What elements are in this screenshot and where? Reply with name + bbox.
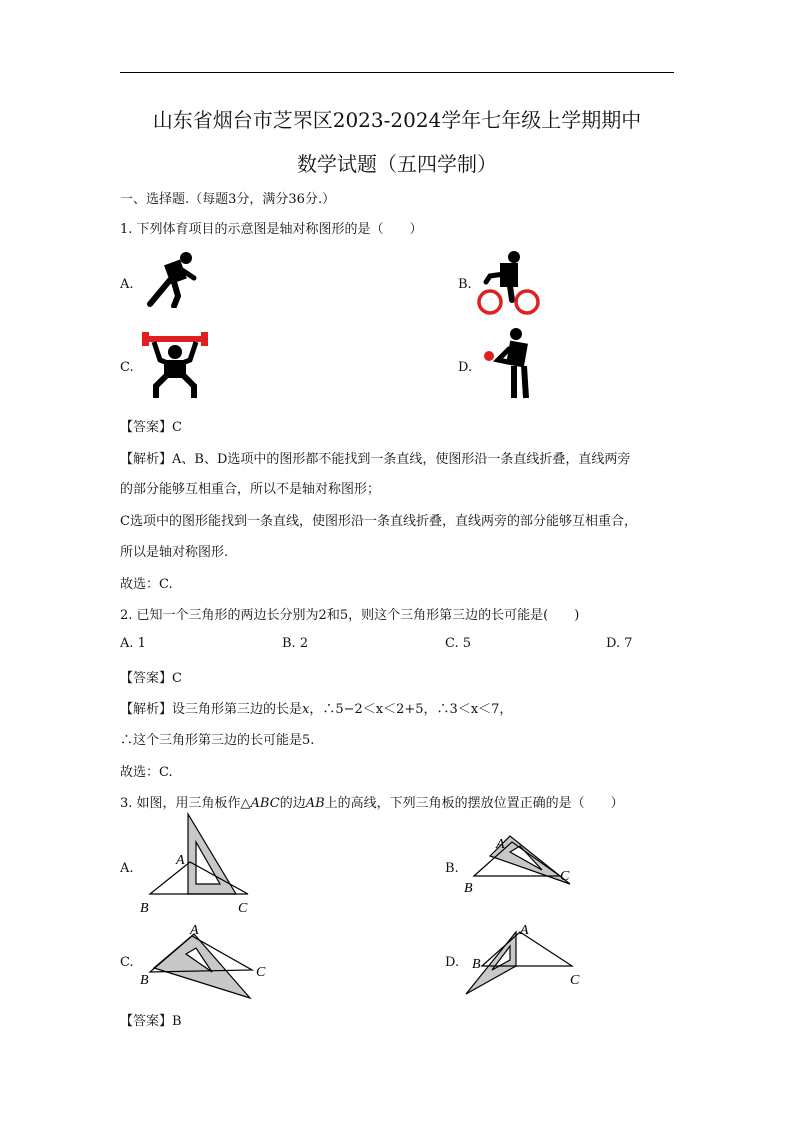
q2-stem: 2. 已知一个三角形的两边长分别为2和5，则这个三角形第三边的长可能是( ) xyxy=(120,608,580,623)
q1-option-a-label: A. xyxy=(120,277,134,292)
svg-text:B: B xyxy=(472,957,481,972)
svg-text:A: A xyxy=(496,837,505,852)
q1-explanation-1: 【解析】A、B、D选项中的图形都不能找到一条直线，使图形沿一条直线折叠，直线两旁 xyxy=(120,452,631,467)
q2-side-1: 2 xyxy=(318,608,327,623)
volleyball-pictogram xyxy=(480,326,540,400)
svg-text:C: C xyxy=(560,869,570,884)
svg-text:C: C xyxy=(570,973,580,988)
q1-stem: 1. 下列体育项目的示意图是轴对称图形的是（ ） xyxy=(120,222,423,237)
svg-text:B: B xyxy=(140,901,149,916)
q2-option-c: C. 5 xyxy=(445,636,472,651)
section-heading: 一、选择题.（每题3分，满分36分.） xyxy=(120,192,336,207)
triangle-figure-b xyxy=(460,830,580,896)
q3-option-b-label: B. xyxy=(445,861,459,876)
q2-answer: 【答案】C xyxy=(120,671,182,686)
q1-option-d-label: D. xyxy=(458,360,473,375)
svg-text:B: B xyxy=(464,881,473,896)
runner-pictogram xyxy=(144,248,204,308)
q2-explanation-2: ∴这个三角形第三边的长可能是5. xyxy=(120,733,315,748)
q1-conclusion: 故选：C. xyxy=(120,577,173,592)
q2-side-2: 5 xyxy=(339,608,349,623)
q2-option-a: A. 1 xyxy=(120,636,146,651)
q3-option-a-label: A. xyxy=(120,861,134,876)
q1-answer: 【答案】C xyxy=(120,420,182,435)
page-title: 山东省烟台市芝罘区2023-2024学年七年级上学期期中 xyxy=(152,108,642,132)
q1-explanation-2: 的部分能够互相重合，所以不是轴对称图形； xyxy=(120,482,381,497)
weightlifter-pictogram xyxy=(142,330,208,402)
triangle-figure-a xyxy=(136,812,266,918)
q3-option-c-label: C. xyxy=(120,955,134,970)
svg-text:A: A xyxy=(190,924,199,938)
svg-text:A: A xyxy=(520,923,529,938)
q1-option-b-label: B. xyxy=(458,277,472,292)
top-rule xyxy=(120,72,674,73)
q3-triangle: △ABC xyxy=(240,796,280,811)
q2-option-d: D. 7 xyxy=(606,636,633,651)
cyclist-pictogram xyxy=(474,248,544,316)
q1-explanation-3: C选项中的图形能找到一条直线，使图形沿一条直线折叠，直线两旁的部分能够互相重合， xyxy=(120,514,637,529)
svg-text:C: C xyxy=(256,965,266,980)
q3-side: AB xyxy=(305,796,325,811)
q3-option-d-label: D. xyxy=(445,955,460,970)
q2-explanation-1: 【解析】设三角形第三边的长是x，∴5−2＜x＜2+5，∴3＜x＜7， xyxy=(120,702,513,717)
q3-answer: 【答案】B xyxy=(120,1014,182,1029)
svg-text:B: B xyxy=(140,973,149,988)
q1-explanation-4: 所以是轴对称图形. xyxy=(120,545,229,560)
q2-inequalities: ，∴5−2＜x＜2+5，∴3＜x＜7， xyxy=(309,702,513,717)
page-subtitle: 数学试题（五四学制） xyxy=(297,152,497,176)
q2-option-b: B. 2 xyxy=(282,636,309,651)
q2-variable: x xyxy=(302,702,310,717)
svg-text:A: A xyxy=(176,853,185,868)
q2-conclusion: 故选：C. xyxy=(120,765,173,780)
svg-text:C: C xyxy=(238,901,248,916)
q1-option-c-label: C. xyxy=(120,360,134,375)
triangle-figure-d xyxy=(460,920,590,1000)
q3-stem: 3. 如图，用三角板作△ABC的边AB上的高线，下列三角板的摆放位置正确的是（ ） xyxy=(120,796,624,811)
triangle-figure-c xyxy=(136,924,276,1004)
